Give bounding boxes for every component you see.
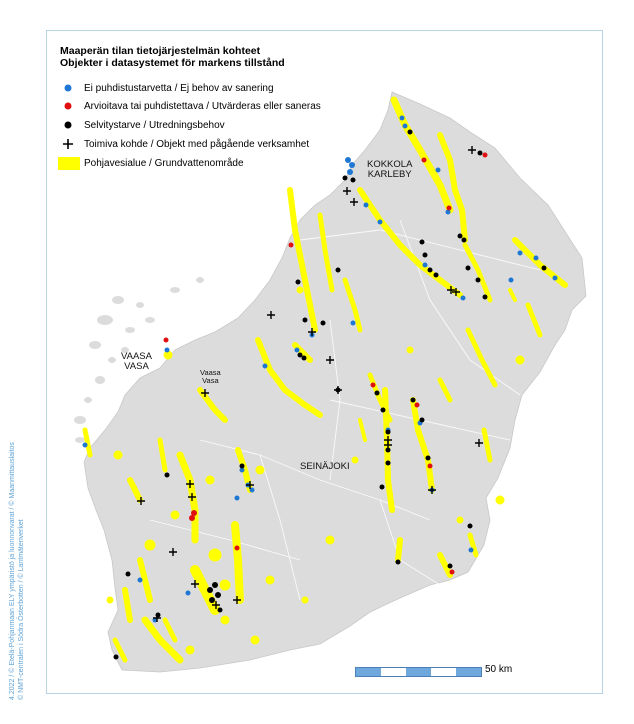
site-black — [302, 356, 307, 361]
site-black — [411, 398, 416, 403]
legend-symbols — [58, 85, 80, 171]
site-black — [351, 178, 356, 183]
site-blue — [295, 348, 300, 353]
site-black — [156, 613, 161, 618]
site-black — [240, 464, 245, 469]
place-vaasa-region — [121, 352, 152, 372]
site-black — [386, 461, 391, 466]
site-black — [428, 268, 433, 273]
legend-yellow-swatch — [58, 157, 80, 170]
site-black — [462, 238, 467, 243]
site-black — [343, 176, 348, 181]
scale-segment — [356, 668, 381, 676]
place-vaasa-region-fi: VAASA — [121, 351, 152, 362]
legend-blue-dot — [65, 85, 72, 92]
site-blue — [83, 443, 88, 448]
site-blue — [534, 256, 539, 261]
site-blue — [364, 203, 369, 208]
site-black — [542, 266, 547, 271]
site-red — [450, 570, 455, 575]
site-black — [296, 280, 301, 285]
site-black — [448, 564, 453, 569]
site-black — [212, 582, 218, 588]
legend-black-dot — [65, 122, 72, 129]
site-black — [321, 321, 326, 326]
site-black — [375, 391, 380, 396]
site-red — [428, 464, 433, 469]
site-blue — [403, 124, 408, 129]
site-blue — [347, 169, 353, 175]
site-blue — [263, 364, 268, 369]
site-blue — [351, 321, 356, 326]
legend-assess-label: Arvioitava tai puhdistettava / Utvärderas eller saneras — [84, 100, 321, 112]
site-black — [126, 572, 131, 577]
site-red — [422, 158, 427, 163]
scale-bar — [355, 667, 482, 677]
site-black — [458, 234, 463, 239]
legend-red-dot — [65, 103, 72, 110]
site-black — [336, 268, 341, 273]
scale-segment — [456, 668, 481, 676]
site-black — [209, 597, 215, 603]
place-vaasa-city-fi: Vaasa — [200, 368, 221, 377]
place-seinajoki: SEINÄJOKI — [300, 461, 350, 472]
legend-no-need-label: Ei puhdistustarvetta / Ej behov av sanering — [84, 82, 274, 94]
region-land — [84, 92, 586, 672]
site-black — [380, 485, 385, 490]
site-black — [478, 151, 483, 156]
scale-segment — [431, 668, 456, 676]
site-blue — [553, 276, 558, 281]
place-kokkola — [367, 160, 412, 180]
site-red — [289, 243, 294, 248]
site-black — [426, 456, 431, 461]
site-blue — [345, 157, 351, 163]
site-blue — [518, 251, 523, 256]
map-title-fi: Maaperän tilan tietojärjestelmän kohteet — [60, 45, 261, 57]
site-black — [114, 655, 119, 660]
legend-groundwater-label: Pohjavesialue / Grundvattenområde — [84, 157, 244, 169]
scale-label: 50 km — [485, 664, 513, 675]
place-kokkola-sv: KARLEBY — [367, 169, 412, 180]
credits-line1: 4.2022 / © Etelä-Pohjanmaan ELY ympäristö ja luonnonvarat / © Maanmittauslaitos — [9, 442, 16, 700]
site-red — [189, 515, 195, 521]
site-blue — [400, 116, 405, 121]
site-red — [447, 206, 452, 211]
place-vaasa-region-sv: VASA — [124, 361, 149, 372]
site-black — [408, 130, 413, 135]
site-black — [165, 473, 170, 478]
site-black — [381, 408, 386, 413]
site-black — [386, 430, 391, 435]
site-red — [483, 153, 488, 158]
site-blue — [423, 263, 428, 268]
map-credits — [8, 442, 26, 700]
scale-segment — [381, 668, 406, 676]
site-red — [164, 338, 169, 343]
site-red — [235, 546, 240, 551]
site-black — [434, 273, 439, 278]
site-blue — [138, 578, 143, 583]
site-black — [466, 266, 471, 271]
site-black — [218, 608, 223, 613]
site-black — [483, 295, 488, 300]
site-black — [207, 587, 213, 593]
site-black — [423, 253, 428, 258]
site-blue — [186, 591, 191, 596]
site-black — [215, 592, 221, 598]
legend-active-label: Toimiva kohde / Objekt med pågående verksamhet — [84, 138, 310, 150]
place-kokkola-fi: KOKKOLA — [367, 159, 413, 170]
place-vaasa-city — [200, 369, 221, 385]
site-black — [468, 524, 473, 529]
site-blue — [436, 168, 441, 173]
site-blue — [235, 496, 240, 501]
scale-segment — [406, 668, 431, 676]
legend-survey-label: Selvitystarve / Utredningsbehov — [84, 119, 225, 131]
site-red — [371, 383, 376, 388]
credits-line2: © NMT-centralen i Södra Österbotten / © Lantmäteriverket — [18, 519, 25, 700]
map-title-sv: Objekter i datasystemet för markens tillstånd — [60, 57, 285, 69]
site-blue — [165, 348, 170, 353]
site-black — [476, 278, 481, 283]
site-black — [298, 353, 303, 358]
site-blue — [509, 278, 514, 283]
site-black — [420, 418, 425, 423]
site-blue — [349, 162, 355, 168]
site-black — [303, 318, 308, 323]
site-blue — [378, 220, 383, 225]
place-vaasa-city-sv: Vasa — [202, 376, 219, 385]
legend-plus — [63, 139, 73, 149]
site-black — [420, 240, 425, 245]
site-red — [415, 403, 420, 408]
site-blue — [461, 296, 466, 301]
site-blue — [469, 548, 474, 553]
site-black — [396, 560, 401, 565]
